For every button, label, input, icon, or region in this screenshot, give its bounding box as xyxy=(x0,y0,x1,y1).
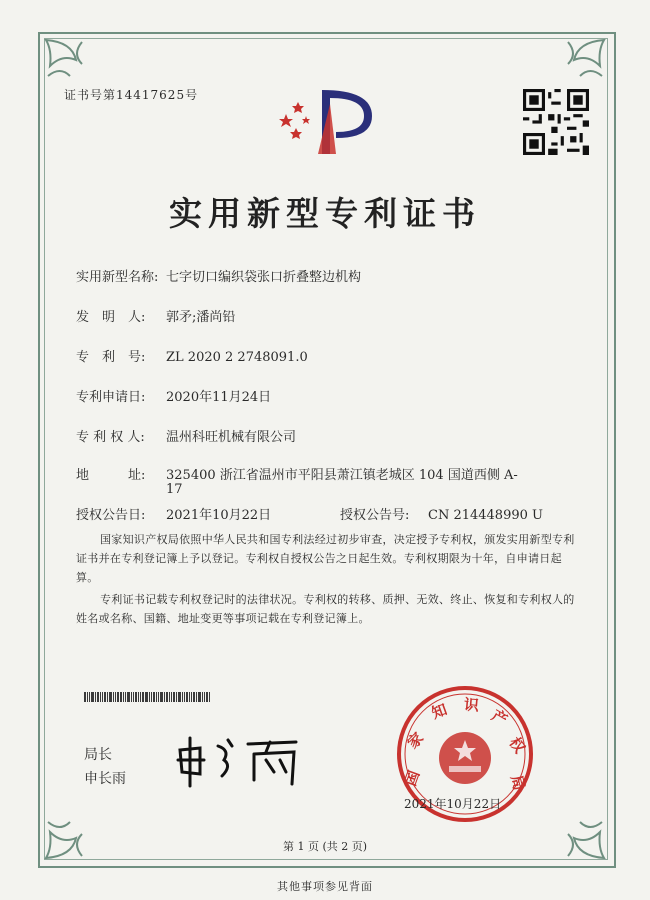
barcode-bar xyxy=(184,692,185,702)
barcode-bar xyxy=(173,692,175,702)
barcode-bar xyxy=(186,692,188,702)
barcode-bar xyxy=(120,692,122,702)
director-name: 申长雨 xyxy=(84,771,126,787)
barcode-bar xyxy=(158,692,159,702)
certificate-number: 证书号第14417625号 xyxy=(64,88,199,102)
director-title: 局长 xyxy=(84,747,112,763)
field-address xyxy=(76,464,518,483)
barcode-bar xyxy=(193,692,195,702)
barcode-bar xyxy=(189,692,190,702)
paragraph-legal-status: 专利证书记载专利权登记时的法律状况。专利权的转移、质押、无效、终止、恢复和专利权人的姓名或名称、国籍、地址变更等事项记载在专利登记簿上。 xyxy=(76,593,575,625)
barcode-bar xyxy=(145,692,148,702)
field-value: CN 214448990 U xyxy=(428,508,543,523)
field-inventor xyxy=(76,306,235,325)
barcode-bar xyxy=(84,692,86,702)
barcode-bar xyxy=(125,692,126,702)
svg-text:局: 局 xyxy=(507,773,529,793)
barcode-bar xyxy=(135,692,137,702)
field-label: 实用新型名称: xyxy=(76,270,159,285)
field-value: 温州科旺机械有限公司 xyxy=(166,430,297,445)
barcode-bar xyxy=(160,692,163,702)
field-label: 授权公告日: xyxy=(76,508,146,523)
barcode-bar xyxy=(204,692,205,702)
footer-note: 其他事项参见背面 xyxy=(277,880,373,893)
field-application-date xyxy=(76,386,271,405)
barcode-bar xyxy=(115,692,116,702)
field-value: 325400 浙江省温州市平阳县萧江镇老城区 104 国道西侧 A- xyxy=(166,468,518,483)
barcode-bar xyxy=(202,692,203,702)
barcode-bar xyxy=(104,692,106,702)
svg-text:知: 知 xyxy=(429,700,450,723)
barcode-bar xyxy=(131,692,132,702)
field-utility-model-name xyxy=(76,266,361,285)
barcode-bar xyxy=(140,692,141,702)
paragraph-grant-statement: 国家知识产权局依照中华人民共和国专利法经过初步审查，决定授予专利权，颁发实用新型专利证书并在专利登记簿上予以登记。专利权自授权公告之日起生效。专利权期限为十年，自申请日起算。 xyxy=(76,533,575,584)
barcode-bar xyxy=(191,692,192,702)
field-value: 郭矛;潘尚铅 xyxy=(166,310,236,325)
barcode-bar xyxy=(117,692,119,702)
svg-text:国: 国 xyxy=(401,768,424,789)
barcode-bar xyxy=(156,692,157,702)
barcode-bar xyxy=(91,692,94,702)
barcode-bar xyxy=(178,692,181,702)
barcode-bar xyxy=(149,692,150,702)
field-label: 授权公告号: xyxy=(340,508,410,523)
barcode-bar xyxy=(107,692,108,702)
barcode-bar xyxy=(153,692,155,702)
barcode-bar xyxy=(166,692,168,702)
barcode-bar xyxy=(171,692,172,702)
barcode-bar xyxy=(109,692,112,702)
field-patent-number xyxy=(76,346,308,365)
field-patentee xyxy=(76,426,296,445)
field-address-line2 xyxy=(166,482,183,497)
qr-code xyxy=(523,89,589,155)
barcode-bar xyxy=(182,692,183,702)
barcode-bar xyxy=(123,692,124,702)
field-value: 七字切口编织袋张口折叠整边机构 xyxy=(166,270,362,285)
field-value: ZL 2020 2 2748091.0 xyxy=(166,350,308,365)
barcode-bar xyxy=(102,692,103,702)
barcode-bar xyxy=(164,692,165,702)
barcode-bar xyxy=(97,692,99,702)
page-number: 第 1 页 (共 2 页) xyxy=(282,840,368,853)
barcode-bar xyxy=(100,692,101,702)
barcode-bar xyxy=(176,692,177,702)
field-label: 专 利 号: xyxy=(76,350,146,365)
barcode-bar xyxy=(138,692,139,702)
field-label: 地 址: xyxy=(76,468,146,483)
svg-text:产: 产 xyxy=(488,706,511,730)
seal-date: 2021年10月22日 xyxy=(404,797,502,811)
barcode-bar xyxy=(169,692,170,702)
barcode-bar xyxy=(113,692,114,702)
field-label: 发 明 人: xyxy=(76,310,146,325)
field-label: 专利申请日: xyxy=(76,390,146,405)
svg-text:家: 家 xyxy=(403,728,428,753)
barcode-bar xyxy=(133,692,134,702)
barcode-bar xyxy=(198,692,201,702)
certificate-title: 实用新型专利证书 xyxy=(169,194,481,233)
field-value: 2021年10月22日 xyxy=(166,508,272,523)
barcode-bar xyxy=(196,692,197,702)
barcode-bar xyxy=(95,692,96,702)
svg-text:权: 权 xyxy=(505,733,529,757)
field-grant-number xyxy=(340,504,543,523)
barcode-bar xyxy=(209,692,210,702)
field-label: 专 利 权 人: xyxy=(76,430,145,445)
barcode-bar xyxy=(151,692,152,702)
barcode xyxy=(84,692,276,702)
field-grant-date xyxy=(76,504,271,523)
barcode-bar xyxy=(89,692,90,702)
field-value: 2020年11月24日 xyxy=(166,390,272,405)
barcode-bar xyxy=(206,692,208,702)
field-value: 17 xyxy=(166,482,183,497)
cnipa-logo-icon xyxy=(278,84,378,160)
director-signature xyxy=(170,730,310,790)
barcode-bar xyxy=(87,692,88,702)
barcode-bar xyxy=(142,692,144,702)
barcode-bar xyxy=(127,692,130,702)
svg-text:识: 识 xyxy=(463,695,480,715)
